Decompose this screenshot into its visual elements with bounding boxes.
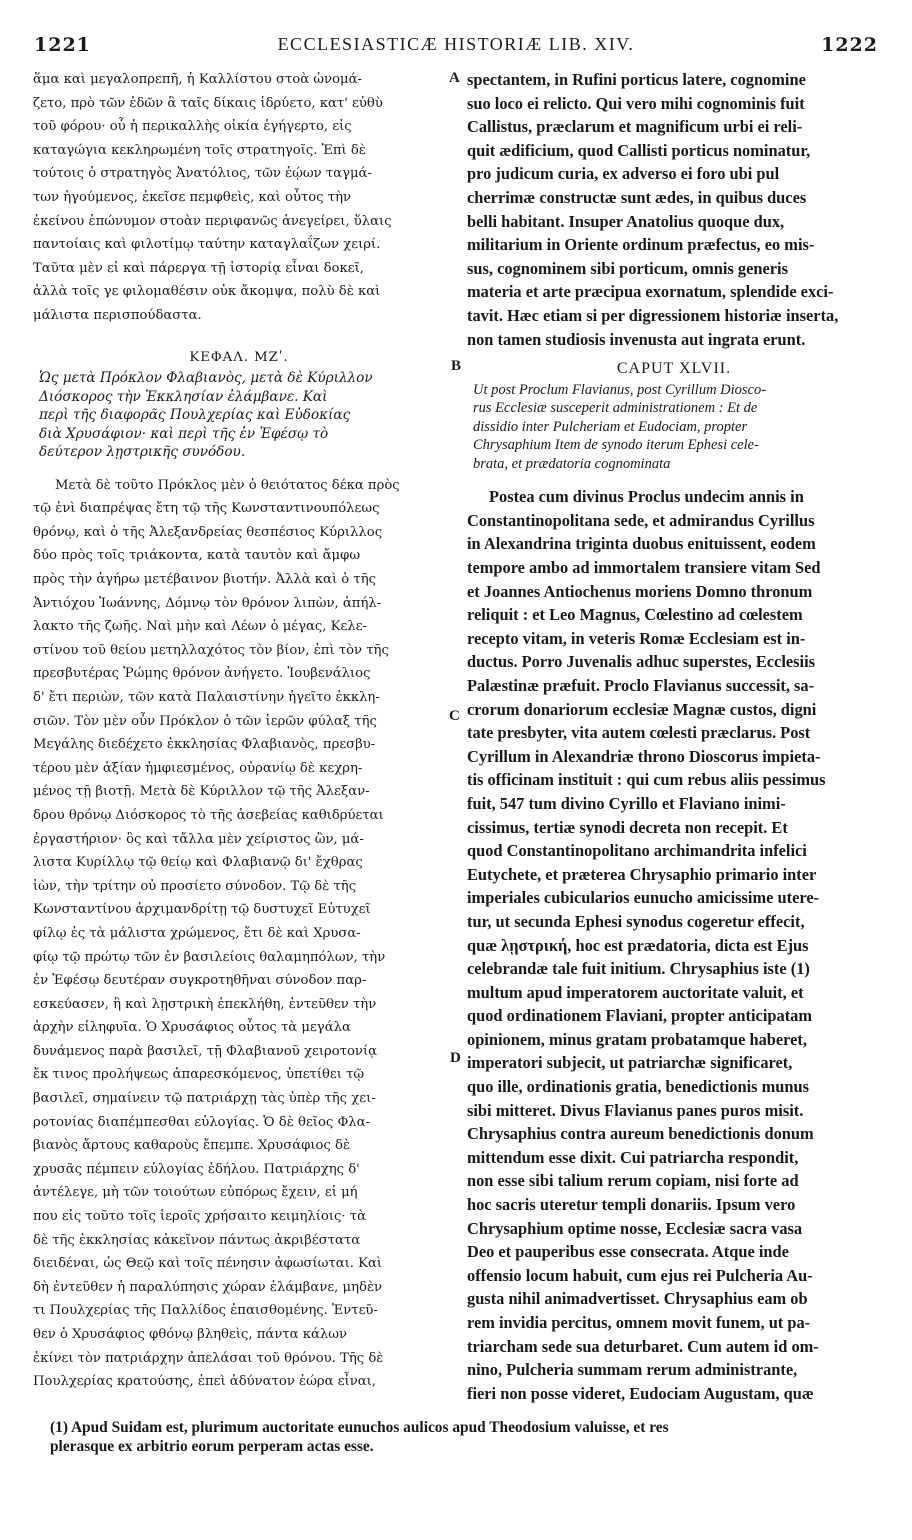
- footnote: [50, 1418, 876, 1456]
- text-line: δὲ τῆς ἐκκλησίας κἀκεῖνον πάντως ἀκριβέστατα: [33, 1232, 361, 1248]
- text-line: crorum donariorum ecclesiæ Magnæ custos, digni: [467, 699, 817, 719]
- text-line: recepto vitam, in veteris Romæ Ecclesiam est in-: [467, 628, 806, 648]
- text-line: παντοίαις καὶ φιλοτίμῳ ταύτην καταγλαΐζων χειρί.: [33, 237, 381, 253]
- text-line: tur, ut secunda Ephesi synodus cogeretur effecit,: [467, 911, 805, 931]
- text-line: Chrysaphius contra aureum benedictionis donum: [467, 1124, 814, 1144]
- text-line: Chrysaphium optime nosse, Ecclesiæ sacra vasa: [467, 1218, 803, 1238]
- text-line: καταγώγια κεκληρωμένη τοῖς στρατηγοῖς. Ἐπὶ δὲ: [33, 142, 366, 158]
- text-line: σιῶν. Τὸν μὲν οὖν Πρόκλον ὁ τῶν ἱερῶν φύλαξ τῆς: [33, 713, 377, 729]
- right-page-number: 1222: [821, 34, 878, 56]
- greek-column: [33, 68, 445, 1394]
- text-line: βιανὸς ἄρτους καθαροὺς ἔπεμπε. Χρυσάφιος δὲ: [33, 1138, 351, 1154]
- text-line: belli habitant. Insuper Anatolius quoque dux,: [467, 211, 785, 231]
- text-line: ἐκείνου ἐπώνυμον στοὰν περιφανῶς ἀνεγείρει, ὕλαις: [33, 213, 392, 229]
- summary-line: dissidio inter Pulcheriam et Eudociam, propter: [473, 418, 748, 435]
- footnote-line: (1) Apud Suidam est, plurimum auctoritate eunuchos aulicos apud Theodosium valuisse, et res: [50, 1419, 669, 1436]
- text-line: ἀρχὴν εἰληφυῖα. Ὁ Χρυσάφιος οὗτος τὰ μεγάλα: [33, 1020, 351, 1036]
- text-line: ἀλλὰ τοῖς γε φιλομαθέσιν οὐκ ἄκομψα, πολὺ δὲ καὶ: [33, 284, 381, 300]
- left-page-number: 1221: [34, 34, 91, 56]
- latin-column: [467, 68, 881, 1405]
- text-line: πρεσβυτέρας Ῥώμης θρόνον ἀνήγετο. Ἰουβενάλιος: [33, 666, 371, 682]
- summary-line: Chrysaphium Item de synodo iterum Ephesi cele-: [473, 437, 759, 454]
- latin-intro: [467, 68, 881, 351]
- text-line: pro judicum curia, ex adverso ei foro ubi pul: [467, 164, 780, 184]
- text-line: triarcham sede sua deturbaret. Cum autem id om-: [467, 1336, 819, 1356]
- text-line: ζετο, πρὸ τῶν ἐδῶν ἃ ταῖς δίκαις ἱδρύετο, κατ' εὐθὺ: [33, 95, 383, 111]
- text-line: μάλιστα περισπούδαστα.: [33, 307, 202, 323]
- margin-marker-c: C: [449, 708, 460, 724]
- text-line: multum apud imperatorem auctoritate valuit, et: [467, 982, 804, 1002]
- text-line: θρόνῳ, καὶ ὁ τῆς Ἀλεξανδρείας θεσπέσιος Κύριλλος: [33, 524, 383, 540]
- text-line: suo loco ei relicto. Qui vero mihi cognominis fuit: [467, 93, 805, 113]
- summary-line: Ὡς μετὰ Πρόκλον Φλαβιανὸς, μετὰ δὲ Κύριλλον: [39, 370, 373, 387]
- text-line: ἰὼν, τὴν τρίτην οὐ προσίετο σύνοδον. Τῷ δὲ τῆς: [33, 878, 357, 894]
- greek-body: [33, 474, 445, 1394]
- latin-chapter-heading: CAPUT XLVII.: [616, 360, 732, 378]
- text-line: Deo et pauperibus esse consecrata. Atque inde: [467, 1242, 789, 1262]
- text-line: fieri non posse videret, Eudociam Augustam, quæ: [467, 1383, 814, 1403]
- text-line: των ἡγούμενος, ἐκεῖσε πεμφθεὶς, καὶ οὗτος τὴν: [33, 189, 351, 205]
- text-line: ροτονίας διαπέμπεσθαι εὐλογίας. Ὁ δὲ θεῖος Φλα-: [33, 1114, 370, 1130]
- text-line: sus, cognominem sibi porticum, omnis generis: [467, 258, 788, 278]
- text-line: Ἀντιόχου Ἰωάννης, Δόμνῳ τὸν θρόνον λιπὼν, ἀπήλ-: [33, 595, 382, 611]
- summary-line: rus Ecclesiæ susceperit administrationem : Et de: [473, 400, 758, 417]
- text-line: nino, Pulcheria summam rerum administrante,: [467, 1360, 798, 1380]
- greek-chapter-heading: ΚΕΦΑΛ. ΜΖʹ.: [189, 349, 289, 365]
- text-line: Constantinopolitana sede, et admirandus Cyrillus: [467, 510, 815, 530]
- text-line: εσκεύασεν, ἣ καὶ λῃστρικὴ ἐπεκλήθη, ἐντεῦθεν τὴν: [33, 996, 377, 1012]
- text-line: φίλῳ ἐς τὰ μάλιστα χρώμενος, ἔτι δὲ καὶ Χρυσα-: [33, 925, 361, 941]
- text-line: στίνου τοῦ θείου μετηλλαχότος τὸν βίον, ἐπὶ τὸν τῆς: [33, 642, 389, 658]
- text-line: θεν ὁ Χρυσάφιος φθόνῳ βληθεὶς, πάντα κάλων: [33, 1327, 348, 1342]
- text-line: quod Constantinopolitano archimandrita infelici: [467, 841, 807, 861]
- text-line: πρὸς τὴν ἀγήρω μετέβαινον βιοτήν. Ἀλλὰ καὶ ὁ τῆς: [33, 572, 377, 587]
- text-line: gusta nihil animadvertisset. Chrysaphius eam ob: [467, 1289, 808, 1309]
- text-line: cissimus, tertiæ synodi decreta non recepit. Et: [467, 817, 788, 837]
- text-line: opinionem, minus gratam probatamque haberet,: [467, 1029, 807, 1049]
- text-line: hoc sacris uteretur templi donariis. Ipsum vero: [467, 1195, 796, 1215]
- text-line: ductus. Porro Juvenalis adhuc superstes, Ecclesiis: [467, 652, 816, 672]
- margin-marker-b: B: [451, 358, 462, 374]
- footnote-line: plerasque ex arbitrio eorum perperam actas esse.: [50, 1438, 374, 1455]
- text-line: Κωνσταντίνου ἀρχιμανδρίτῃ τῷ δυστυχεῖ Εὐτυχεῖ: [33, 902, 371, 918]
- latin-body: [467, 485, 881, 1405]
- text-line: λακτο τῆς ζωῆς. Ναὶ μὴν καὶ Λέων ὁ μέγας, Κελε-: [33, 619, 368, 635]
- greek-chapter-summary: [33, 369, 445, 462]
- text-line: tempore ambo ad immortalem transiere vitam Sed: [467, 558, 821, 577]
- text-line: spectantem, in Rufini porticus latere, cognomine: [467, 70, 806, 89]
- text-line: materia et arte præcipua exornatum, splendide exci-: [467, 282, 834, 302]
- text-line: λιστα Κυρίλλῳ τῷ θείῳ καὶ Φλαβιανῷ δι' ἔχθρας: [33, 855, 363, 871]
- summary-line: περὶ τῆς διαφορᾶς Πουλχερίας καὶ Εὐδοκίας: [39, 407, 351, 424]
- text-line: Cyrillum in Alexandriæ throno Dioscorus impieta-: [467, 746, 821, 766]
- margin-marker-a: A: [449, 70, 460, 86]
- text-line: Ταῦτα μὲν εἰ καὶ πάρεργα τῇ ἱστορίᾳ εἶναι δοκεῖ,: [33, 260, 364, 276]
- text-line: Callistus, præclarum et magnificum urbi ei reli-: [467, 117, 803, 137]
- text-line: χρυσᾶς πέμπειν εὐλογίας ἐδήλου. Πατριάρχης δ': [33, 1161, 360, 1177]
- text-line: imperiales cubicularios eunucho amicissime utere-: [467, 888, 820, 908]
- summary-line: δεύτερον λῃστρικῆς συνόδου.: [39, 444, 246, 461]
- text-line: ἐν Ἐφέσῳ δευτέραν συγκροτηθῆναι σύνοδον παρ-: [33, 973, 367, 989]
- text-line: φίῳ τῷ πρώτῳ τῶν ἐν βασιλείοις θαλαμηπόλων, τὴν: [33, 949, 386, 965]
- text-line: rem invidia percitus, omnem movit funem, ut pa-: [467, 1313, 811, 1332]
- text-line: quod ordinationem Flaviani, propter anticipatam: [467, 1006, 812, 1026]
- text-line: δ' ἔτι περιὼν, τῶν κατὰ Παλαιστίνην ἡγεῖτο ἐκκλη-: [33, 689, 380, 705]
- text-line: τούτοις ὁ στρατηγὸς Ἀνατόλιος, τῶν ἑῴων ταγμά-: [33, 166, 372, 182]
- text-line: τι Πουλχερίας τῆς Παλλίδος ἐπαισθομένης. Ἐντεῦ-: [33, 1303, 378, 1319]
- text-line: ἔκ τινος προλήψεως ἀπαρεσκόμενος, ὑπετίθει τῷ: [33, 1067, 365, 1083]
- text-line: non esse sibi talium rerum copiam, nisi forte ad: [467, 1171, 799, 1191]
- text-line: τοῦ φόρου· οὗ ἡ περικαλλὴς οἰκία ἐγήγερτο, εἰς: [33, 119, 352, 135]
- summary-line: Ut post Proclum Flavianus, post Cyrillum Diosco-: [473, 381, 767, 398]
- text-line: Πουλχερίας κρατούσης, ἐπεὶ ἀδύνατον ἑώρα εἶναι,: [33, 1374, 377, 1390]
- text-line: offensio locum habuit, cum ejus rei Pulcheria Au-: [467, 1265, 813, 1285]
- text-line: τέρου μὲν ἀξίαν ἠμφιεσμένος, οὐρανίῳ δὲ κεχρη-: [33, 760, 363, 776]
- text-line: fuit, 547 tum divino Cyrillo et Flaviano inimi-: [467, 793, 786, 813]
- text-line: δρου θρόνῳ Διόσκορος τὸ τῆς ἀσεβείας καθιδρύεται: [33, 807, 384, 823]
- margin-marker-d: D: [450, 1050, 461, 1066]
- text-line: ἀντέλεγε, μὴ τῶν τοιούτων εὐπόρως ἔχειν, εἰ μή: [33, 1185, 358, 1201]
- text-line: sibi mitteret. Divus Flavianus panes puros misit.: [467, 1100, 804, 1120]
- text-line: quo ille, ordinationis gratia, benedictionis munus: [467, 1077, 809, 1097]
- text-line: τῷ ἑνὶ διαπρέψας ἔτη τῷ τῆς Κωνσταντινουπόλεως: [33, 501, 380, 517]
- text-line: Eutychete, et præterea Chrysaphio primario inter: [467, 864, 817, 884]
- text-line: βασιλεῖ, σημαίνειν τῷ πατριάρχῃ τὰς ὑπὲρ τῆς χει-: [33, 1091, 376, 1107]
- summary-line: διὰ Χρυσάφιον· καὶ περὶ τῆς ἐν Ἐφέσῳ τὸ: [39, 425, 329, 442]
- text-line: διειδέναι, ὡς Θεῷ καὶ τοῖς πένησιν ἀφωσίωται. Καὶ: [33, 1256, 383, 1272]
- text-line: quæ λῃστρική, hoc est prædatoria, dicta est Ejus: [467, 935, 809, 955]
- text-line: δὴ ἐντεῦθεν ἡ παραλύπησις χώραν ἐλάμβανε, μηδὲν: [33, 1279, 383, 1295]
- text-line: cherrimæ constructæ sunt ædes, in quibus duces: [467, 187, 807, 207]
- text-line: reliquit : et Leo Magnus, Cœlestino ad cœlestem: [467, 605, 803, 625]
- text-line: Postea cum divinus Proclus undecim annis in: [489, 487, 804, 507]
- text-line: ἐκίνει τὸν πατριάρχην ἀπελάσαι τοῦ θρόνου. Τῆς δὲ: [33, 1350, 384, 1366]
- text-line: tis officinam instituit : qui cum rebus aliis pessimus: [467, 770, 826, 790]
- text-line: Μετὰ δὲ τοῦτο Πρόκλος μὲν ὁ θειότατος δέκα πρὸς: [55, 477, 400, 493]
- text-line: tate presbyter, vita autem cœlesti præclarus. Post: [467, 723, 811, 743]
- text-line: tavit. Hæc etiam si per digressionem historiæ inserta,: [467, 305, 839, 325]
- text-line: mittendum esse dixit. Cui patriarcha respondit,: [467, 1147, 799, 1167]
- greek-intro: [33, 68, 445, 328]
- text-line: Palæstinæ præfuit. Proclo Flavianus successit, sa-: [467, 675, 815, 695]
- text-line: non tamen studiosis invenusta aut ingrata erunt.: [467, 329, 806, 349]
- text-line: μένος τῇ βιοτῇ. Μετὰ δὲ Κύριλλον τῷ τῆς Ἀλεξαν-: [33, 784, 370, 800]
- running-header: [34, 34, 878, 64]
- text-line: δύο πρὸς τοῖς τριάκοντα, κατὰ ταυτὸν καὶ ἄμφω: [33, 548, 361, 564]
- text-line: Μεγάλης διεδέχετο ἐκκλησίας Φλαβιανὸς, πρεσβυ-: [33, 737, 376, 753]
- latin-chapter-summary: [467, 381, 881, 474]
- text-line: δυνάμενος παρὰ βασιλεῖ, τῇ Φλαβιανοῦ χειροτονίᾳ: [33, 1043, 378, 1059]
- text-line: που εἰς τοῦτο τοῖς ἱεροῖς χρήσαιτο κειμηλίοις· τὰ: [33, 1209, 366, 1225]
- running-title: ECCLESIASTICÆ HISTORIÆ LIB. XIV.: [277, 34, 635, 54]
- text-line: in Alexandrina triginta duobus enituissent, eodem: [467, 534, 816, 554]
- summary-line: brata, et prædatoria cognominata: [473, 455, 671, 472]
- text-line: imperatori subjecit, ut patriarchæ significaret,: [467, 1053, 793, 1073]
- text-line: militarium in Oriente ordinum præfectus, eo mis-: [467, 235, 815, 255]
- text-line: quit ædificium, quod Callisti porticus nominatur,: [467, 140, 811, 160]
- text-line: ἅμα καὶ μεγαλοπρεπῆ, ἡ Καλλίστου στοὰ ὠνομά-: [33, 72, 362, 87]
- text-line: celebrandæ tale fuit initium. Chrysaphius iste (1): [467, 959, 810, 979]
- summary-line: Διόσκορος τὴν Ἐκκλησίαν ἐλάμβανε. Καὶ: [39, 388, 328, 405]
- text-line: et Joannes Antiochenus moriens Domno thronum: [467, 581, 813, 601]
- text-line: ἐργαστήριον· ὃς καὶ τἄλλα μὲν χείριστος ὢν, μά-: [33, 831, 364, 847]
